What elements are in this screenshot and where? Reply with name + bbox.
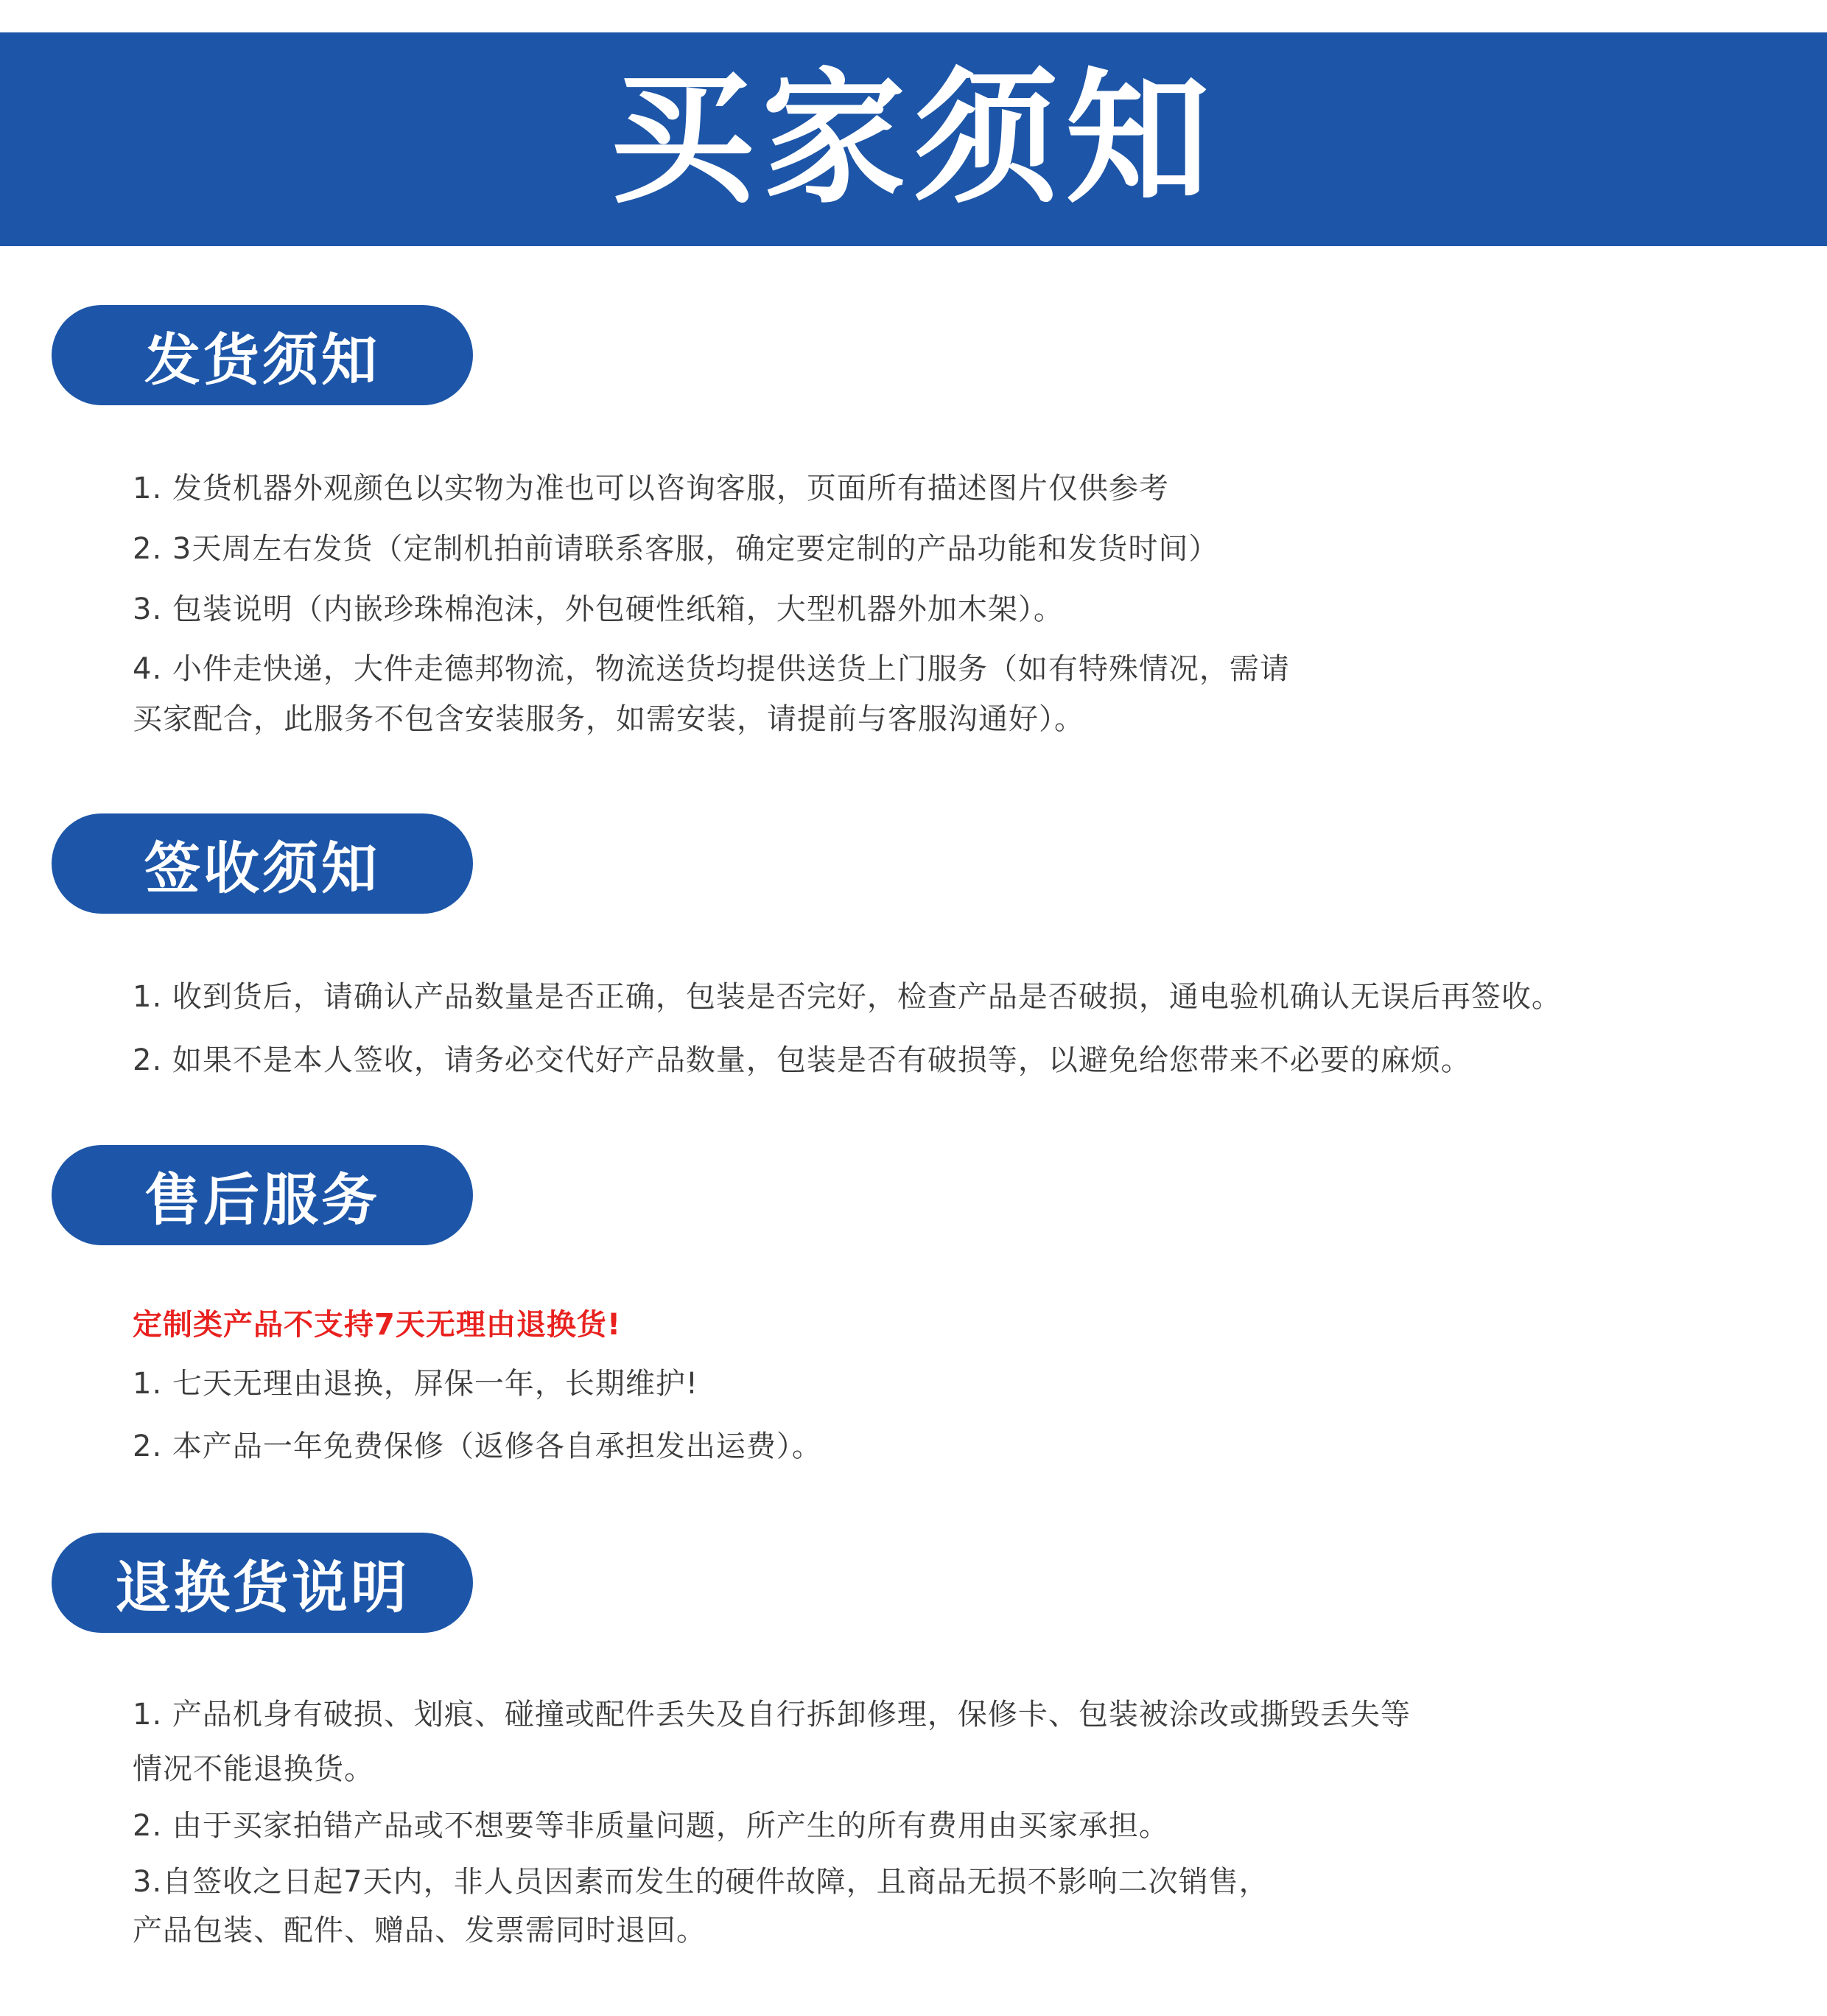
receipt-line-1: 1. 收到货后，请确认产品数量是否正确，包装是否完好，检查产品是否破损，通电验机确认无误后再签收。 [133,980,1562,1014]
section-title-receipt: 签收须知 [52,813,473,914]
returns-line-1: 1. 产品机身有破损、划痕、碰撞或配件丢失及自行拆卸修理，保修卡、包装被涂改或撕毁丢失等 [133,1698,1411,1732]
section-title-after-sales: 售后服务 [52,1145,473,1245]
receipt-line-2: 2. 如果不是本人签收，请务必交代好产品数量，包装是否有破损等，以避免给您带来不必要的麻烦。 [133,1043,1471,1077]
returns-notes [133,1687,1775,1953]
shipping-line-1: 1. 发货机器外观颜色以实物为准也可以咨询客服，页面所有描述图片仅供参考 [133,472,1169,505]
returns-line-2: 2. 由于买家拍错产品或不想要等非质量问题，所产生的所有费用由买家承担。 [133,1809,1169,1843]
after-sales-line-1: 1. 七天无理由退换，屏保一年，长期维护! [133,1367,698,1401]
section-title-returns: 退换货说明 [52,1533,473,1633]
after-sales-line-2: 2. 本产品一年免费保修（返修各自承担发出运费）。 [133,1429,822,1463]
shipping-notes [133,458,1775,744]
header-banner [0,32,1827,246]
returns-line-3-cont: 产品包装、配件、赠品、发票需同时退回。 [133,1914,706,1947]
receipt-notes [133,967,1775,1091]
returns-line-3: 3.自签收之日起7天内，非人员因素而发生的硬件故障，且商品无损不影响二次销售， [133,1865,1269,1899]
shipping-line-2: 2. 3天周左右发货（定制机拍前请联系客服，确定要定制的产品功能和发货时间） [133,532,1219,566]
shipping-line-4-cont: 买家配合，此服务不包含安装服务，如需安装，请提前与客服沟通好）。 [133,702,1084,736]
shipping-line-3: 3. 包装说明（内嵌珍珠棉泡沫，外包硬性纸箱，大型机器外加木架）。 [133,592,1064,626]
shipping-line-4: 4. 小件走快递，大件走德邦物流，物流送货均提供送货上门服务（如有特殊情况，需请 [133,652,1290,686]
page-title: 买家须知 [609,55,1217,223]
after-sales-warning: 定制类产品不支持7天无理由退换货! [133,1308,622,1342]
returns-line-1-cont: 情况不能退换货。 [133,1752,374,1786]
section-title-shipping: 发货须知 [52,305,473,405]
after-sales-notes [133,1297,1775,1478]
